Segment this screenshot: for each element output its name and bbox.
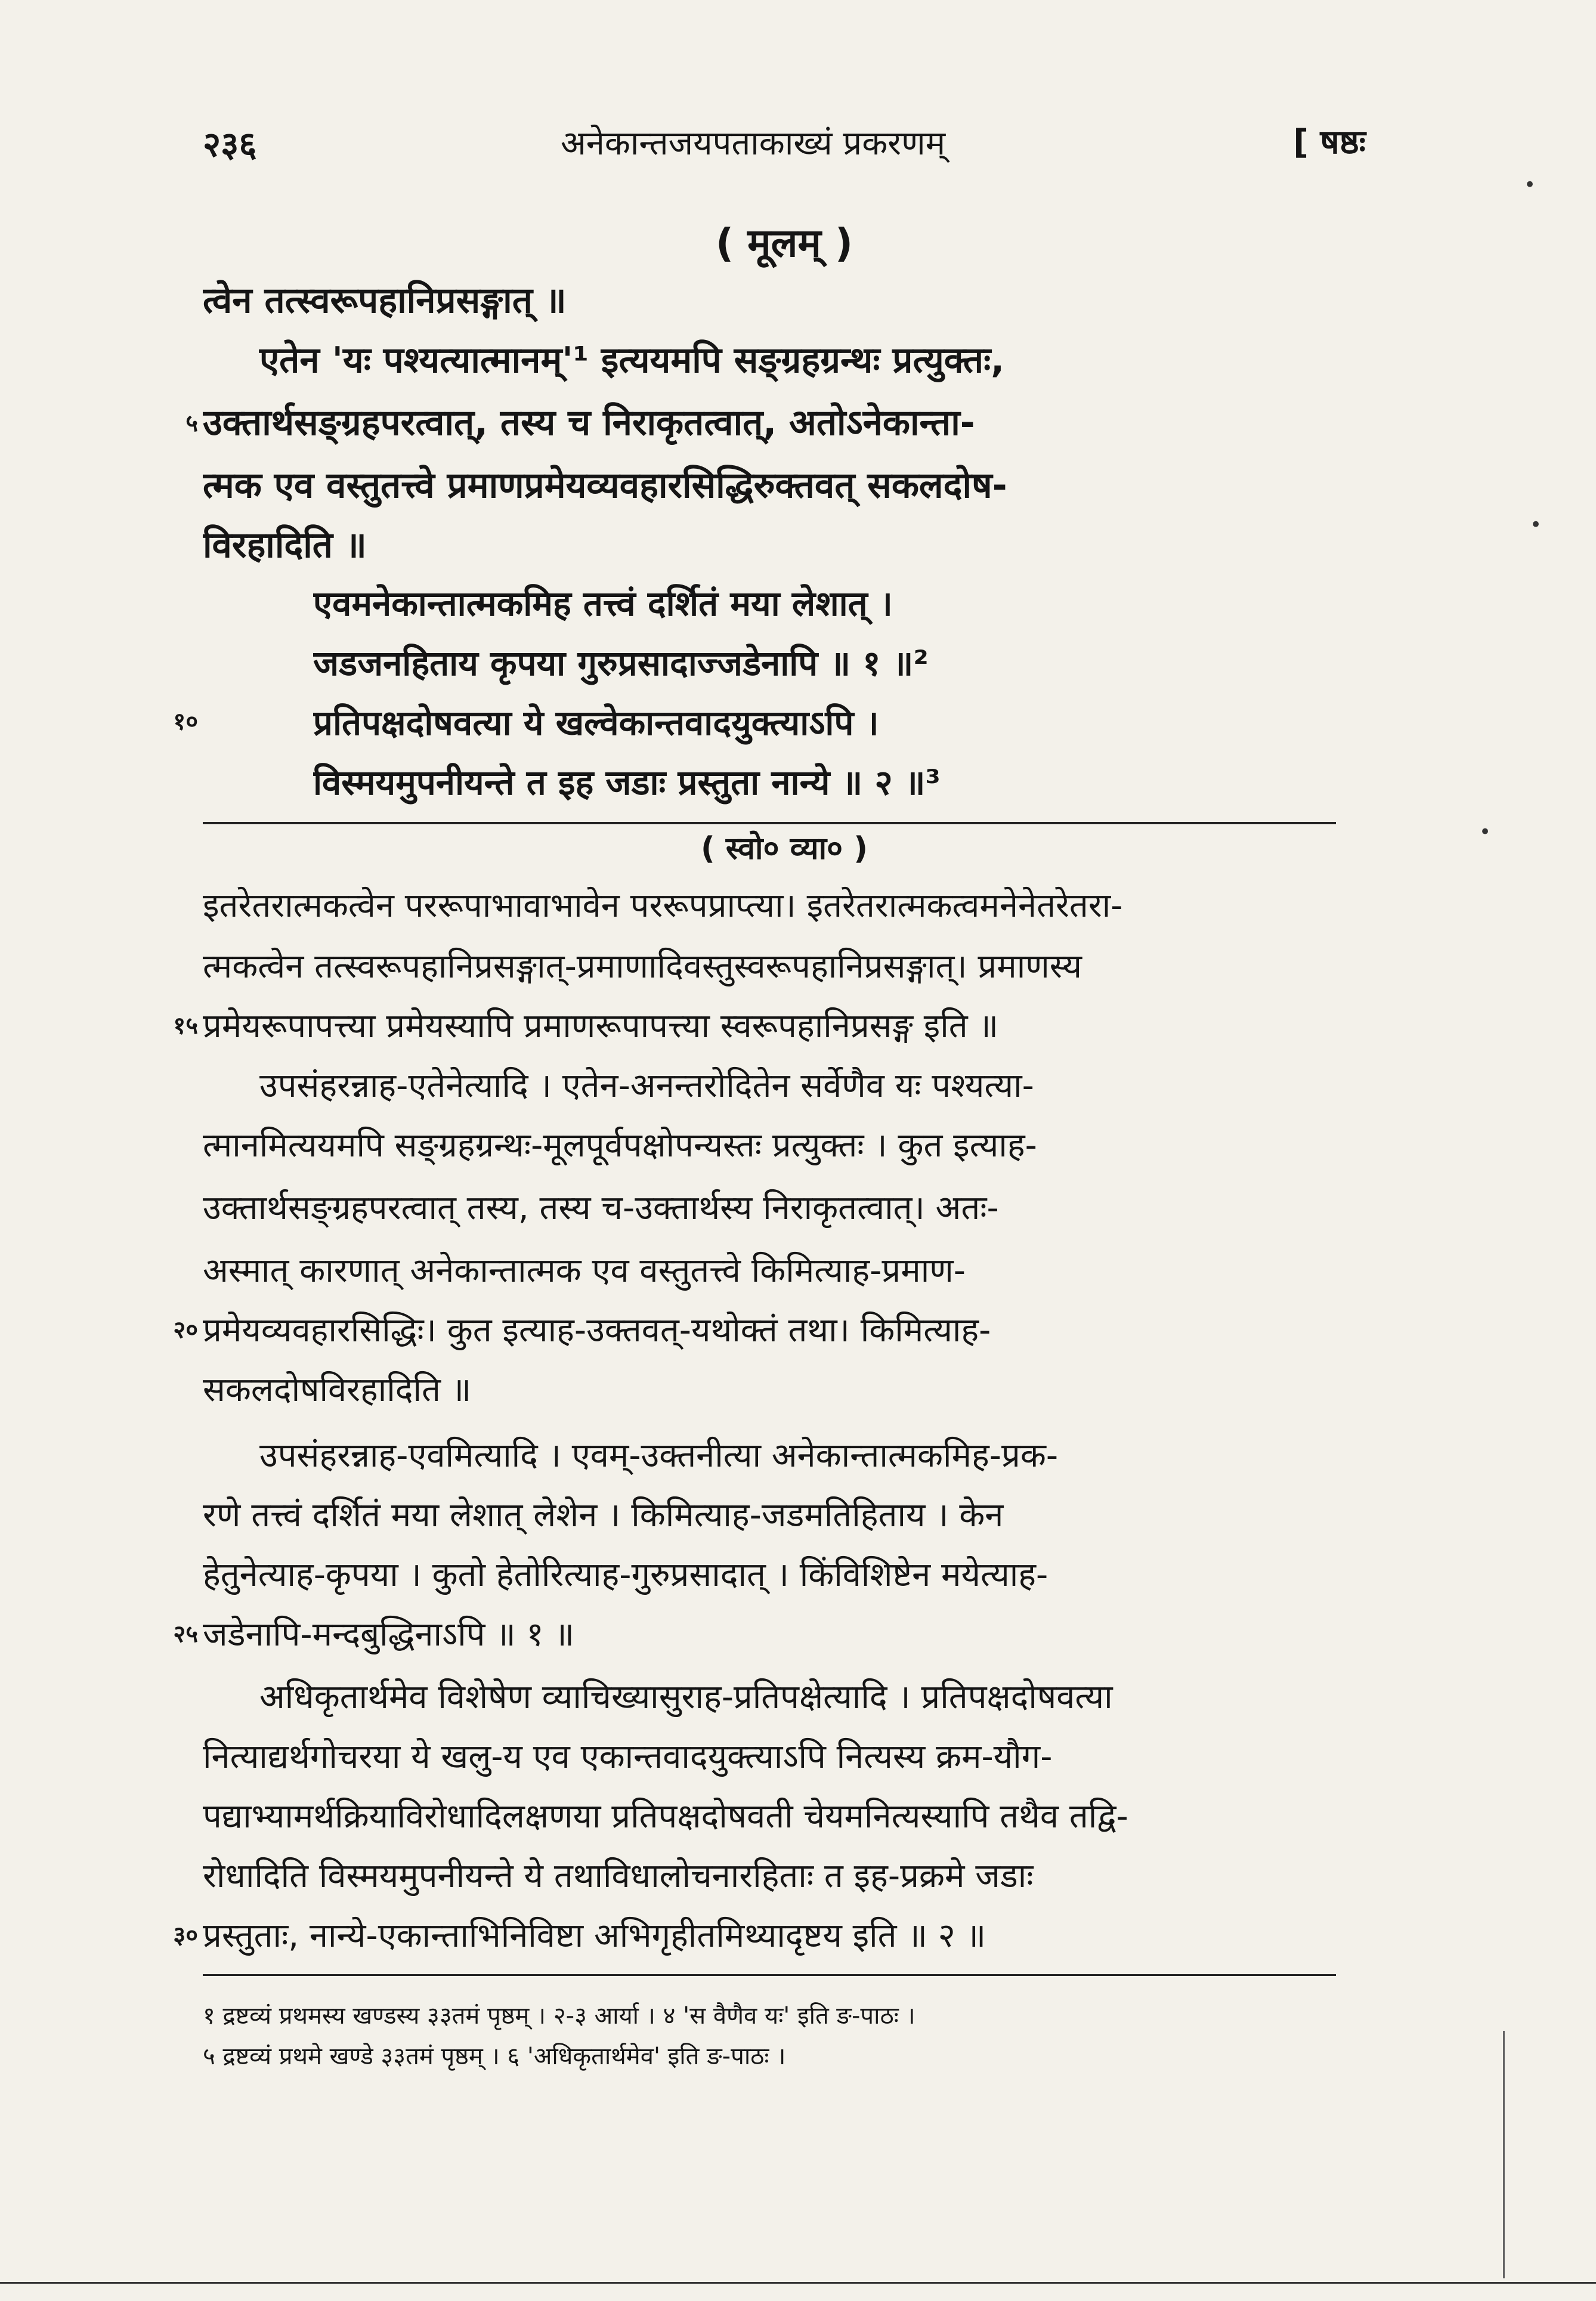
commentary-line: त्मानमित्ययमपि सङ्ग्रहग्रन्थः-मूलपूर्वपक्षोपन्यस्तः प्रत्युक्तः । कुत इत्याह-	[203, 1126, 1037, 1165]
commentary-line: प्रमेयरूपापत्त्या प्रमेयस्यापि प्रमाणरूपापत्त्या स्वरूपहानिप्रसङ्ग इति ॥	[203, 1007, 999, 1046]
verse-line: विस्मयमुपनीयन्ते त इह जडाः प्रस्तुता नान्ये ॥ २ ॥³	[313, 762, 941, 803]
mool-heading: ( मूलम् )	[716, 220, 853, 266]
line-number: ५	[185, 410, 198, 437]
commentary-line: इतरेतरात्मकत्वेन पररूपाभावाभावेन पररूपप्राप्त्या। इतरेतरात्मकत्वमनेनेतरेतरा-	[203, 886, 1123, 925]
commentary-line: अधिकृतार्थमेव विशेषेण व्याचिख्यासुराह-प्रतिपक्षेत्यादि । प्रतिपक्षदोषवत्या	[259, 1678, 1113, 1717]
commentary-line: अस्मात् कारणात् अनेकान्तात्मक एव वस्तुतत्त्वे किमित्याह-प्रमाण-	[203, 1251, 966, 1290]
commentary-line: रोधादिति विस्मयमुपनीयन्ते ये तथाविधालोचनारहिताः त इह-प्रक्रमे जडाः	[203, 1857, 1034, 1895]
commentary-line: उपसंहरन्नाह-एतेनेत्यादि । एतेन-अनन्तरोदितेन सर्वेणैव यः पश्यत्या-	[259, 1066, 1034, 1105]
commentary-line: सकलदोषविरहादिति ॥	[203, 1371, 472, 1409]
commentary-line: प्रस्तुताः, नान्ये-एकान्ताभिनिविष्टा अभिगृहीतमिथ्यादृष्टय इति ॥ २ ॥	[203, 1916, 986, 1955]
commentary-line: नित्याद्यर्थगोचरया ये खलु-य एव एकान्तवादयुक्त्याऽपि नित्यस्य क्रम-यौग-	[203, 1737, 1053, 1776]
commentary-line: रणे तत्त्वं दर्शितं मया लेशात् लेशेन । किमित्याह-जडमतिहिताय । केन	[203, 1496, 1004, 1535]
footnote-divider	[203, 1974, 1336, 1976]
verse-line: एवमनेकान्तात्मकमिह तत्त्वं दर्शितं मया लेशात् ।	[313, 583, 893, 624]
margin-speck: •	[1530, 513, 1542, 537]
commentary-line: जडेनापि-मन्दबुद्धिनाऽपि ॥ १ ॥	[203, 1615, 575, 1654]
mool-line: त्मक एव वस्तुतत्त्वे प्रमाणप्रमेयव्यवहारसिद्धिरुक्तवत् सकलदोष-	[203, 465, 1007, 506]
commentary-line: हेतुनेत्याह-कृपया । कुतो हेतोरित्याह-गुरुप्रसादात् । किंविशिष्टेन मयेत्याह-	[203, 1555, 1048, 1594]
mool-line: विरहादिति ॥	[203, 524, 367, 566]
page-header	[203, 113, 1366, 167]
margin-speck: •	[1524, 173, 1536, 197]
mool-line: एतेन 'यः पश्यत्यात्मानम्'¹ इत्ययमपि सङ्ग्रहग्रन्थः प्रत्युक्तः,	[259, 339, 1005, 381]
page-bottom-edge	[0, 2282, 1596, 2284]
commentary-line: उपसंहरन्नाह-एवमित्यादि । एवम्-उक्तनीत्या अनेकान्तात्मकमिह-प्रक-	[259, 1436, 1059, 1475]
section-divider	[203, 822, 1336, 824]
page-number: २३६	[203, 124, 257, 165]
running-title: अनेकान्तजयपताकाख्यं प्रकरणम्	[561, 124, 946, 163]
line-number: २५	[173, 1620, 198, 1648]
margin-speck: •	[1479, 820, 1492, 844]
line-number: २०	[173, 1316, 198, 1344]
mool-line: त्वेन तत्स्वरूपहानिप्रसङ्गात् ॥	[203, 280, 567, 321]
verse-line: जडजनहिताय कृपया गुरुप्रसादाज्जडेनापि ॥ १ ॥²	[313, 643, 929, 684]
line-number: १०	[173, 708, 198, 735]
commentary-line: उक्तार्थसङ्ग्रहपरत्वात् तस्य, तस्य च-उक्तार्थस्य निराकृतत्वात्। अतः-	[203, 1189, 999, 1227]
line-number: १५	[173, 1012, 198, 1040]
line-number: ३०	[173, 1922, 198, 1949]
footnote-line: १ द्रष्टव्यं प्रथमस्य खण्डस्य ३३तमं पृष्ठम् । २-३ आर्या । ४ 'स वैणैव यः' इति ङ-पाठः ।	[203, 2002, 915, 2030]
commentary-line: पद्याभ्यामर्थक्रियाविरोधादिलक्षणया प्रतिपक्षदोषवती चेयमनित्यस्यापि तथैव तद्वि-	[203, 1797, 1128, 1836]
binding-edge-line	[1503, 2031, 1505, 2278]
section-label: [ षष्ठः	[1293, 123, 1366, 162]
verse-line: प्रतिपक्षदोषवत्या ये खल्वेकान्तवादयुक्त्याऽपि ।	[313, 703, 879, 743]
commentary-line: त्मकत्वेन तत्स्वरूपहानिप्रसङ्गात्-प्रमाणादिवस्तुस्वरूपहानिप्रसङ्गात्। प्रमाणस्य	[203, 947, 1082, 986]
footnote-line: ५ द्रष्टव्यं प्रथमे खण्डे ३३तमं पृष्ठम् । ६ 'अधिकृतार्थमेव' इति ङ-पाठः ।	[203, 2043, 786, 2070]
mool-line: उक्तार्थसङ्ग्रहपरत्वात्, तस्य च निराकृतत्वात्, अतोऽनेकान्ता-	[203, 402, 975, 444]
vyakhya-heading: ( स्वो० व्या० )	[701, 831, 868, 867]
commentary-line: प्रमेयव्यवहारसिद्धिः। कुत इत्याह-उक्तवत्-यथोक्तं तथा। किमित्याह-	[203, 1311, 991, 1350]
